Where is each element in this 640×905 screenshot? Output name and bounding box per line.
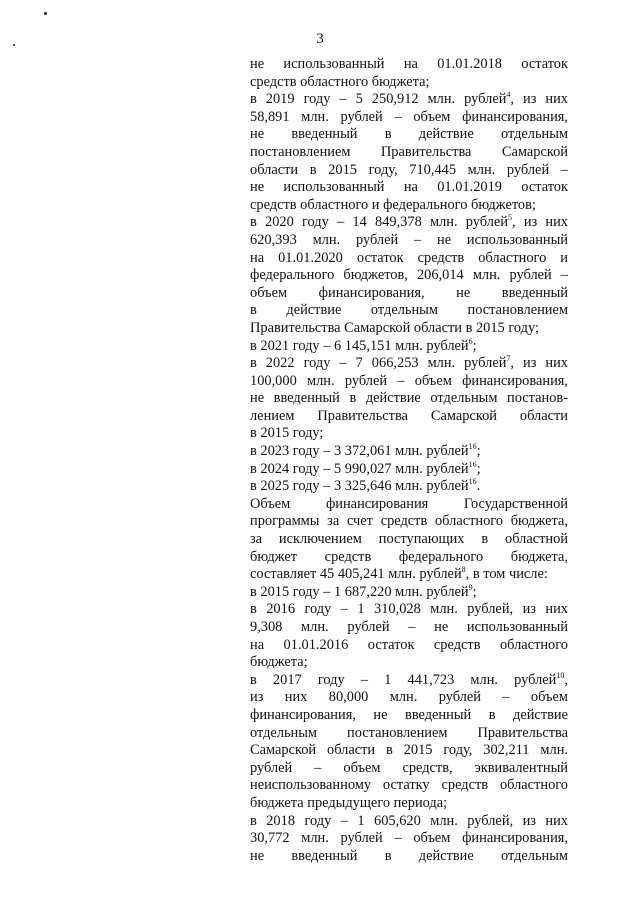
text-line-content: 58,891 млн. рублей – объем финансирования, [250, 108, 568, 125]
text-line-content: средств областного бюджета; [250, 73, 430, 90]
text-line-content: не введенный в действие отдельным постанов- [250, 390, 568, 407]
text-line-content: составляет 45 405,241 млн. рублей [250, 566, 462, 583]
text-line-continuation: , в том числе: [465, 566, 548, 583]
text-line-content: в 2023 году – 3 372,061 млн. рублей [250, 443, 469, 460]
text-line [250, 162, 568, 180]
text-line-content: лением Правительства Самарской области [250, 407, 568, 424]
text-line [250, 531, 568, 549]
text-line-content: в 2019 году – 5 250,912 млн. рублей [250, 91, 507, 108]
text-line-content: в 2017 году – 1 441,723 млн. рублей [250, 671, 557, 688]
text-line [250, 461, 568, 479]
text-line [250, 56, 568, 74]
text-line [250, 795, 568, 813]
page-number: 3 [316, 31, 324, 47]
text-line-content: бюджета предыдущего периода; [250, 794, 448, 811]
text-line-continuation: ; [472, 337, 477, 354]
text-line [250, 144, 568, 162]
text-line [250, 390, 568, 408]
text-line-content: рублей – объем средств, эквивалентный [250, 759, 568, 776]
text-line [250, 197, 568, 215]
text-line [250, 408, 568, 426]
text-line [250, 338, 568, 356]
text-line [250, 742, 568, 760]
text-line [250, 689, 568, 707]
text-line-content: объем финансирования, не введенный [250, 284, 568, 301]
text-line-continuation: . [476, 478, 481, 495]
text-line [250, 566, 568, 584]
text-line [250, 813, 568, 831]
text-line-content: программы за счет средств областного бюджета, [250, 513, 568, 530]
footnote-marker: 10 [556, 670, 565, 680]
text-line-content: неиспользованному остатку средств областного [250, 777, 568, 794]
text-line-content: средств областного и федерального бюджетов; [250, 196, 536, 213]
text-line [250, 320, 568, 338]
text-line [250, 425, 568, 443]
text-line-content: в 2025 году – 3 325,646 млн. рублей [250, 478, 469, 495]
text-line-content: в 2021 году – 6 145,151 млн. рублей [250, 337, 469, 354]
text-line-content: не использованный на 01.01.2018 остаток [250, 56, 568, 72]
text-line-content: федерального бюджетов, 206,014 млн. рублей – [250, 267, 568, 284]
text-line-content: в 2020 году – 14 849,378 млн. рублей [250, 214, 509, 231]
footnote-marker: 6 [468, 336, 473, 346]
text-line-content: бюджет средств федерального бюджета, [250, 548, 568, 565]
text-line [250, 601, 568, 619]
text-line-content: в 2015 году – 1 687,220 млн. рублей [250, 583, 469, 600]
text-line [250, 725, 568, 743]
text-line-content: области в 2015 году, 710,445 млн. рублей – [250, 161, 568, 178]
footnote-marker: 16 [468, 477, 477, 487]
text-line [250, 373, 568, 391]
text-line [250, 267, 568, 285]
text-line [250, 302, 568, 320]
text-line [250, 496, 568, 514]
text-line [250, 637, 568, 655]
text-line-content: отдельным постановлением Правительства [250, 724, 568, 741]
text-line-content: 620,393 млн. рублей – не использованный [250, 231, 568, 248]
footnote-marker: 4 [506, 90, 511, 100]
text-line-content: не введенный в действие отдельным [250, 126, 568, 143]
scan-speck-1 [44, 12, 47, 15]
footnote-marker: 9 [468, 582, 473, 592]
footnote-marker: 5 [508, 213, 513, 223]
text-line-continuation: ; [476, 460, 481, 477]
body-text [250, 56, 568, 865]
text-line-content: постановлением Правительства Самарской [250, 143, 568, 160]
footnote-marker: 16 [468, 442, 477, 452]
text-line [250, 777, 568, 795]
text-line [250, 109, 568, 127]
text-line-content: не использованный на 01.01.2019 остаток [250, 179, 568, 196]
text-line [250, 285, 568, 303]
text-line [250, 250, 568, 268]
text-line [250, 654, 568, 672]
text-line-content: 30,772 млн. рублей – объем финансирования, [250, 830, 568, 847]
text-line-content: бюджета; [250, 654, 308, 671]
text-line [250, 443, 568, 461]
text-line-content: Самарской области в 2015 году, 302,211 млн. [250, 742, 568, 759]
text-line-content: за исключением поступающих в областной [250, 531, 568, 548]
text-line-content: в 2015 году; [250, 425, 324, 442]
text-line [250, 672, 568, 690]
text-line-content: 100,000 млн. рублей – объем финансирования, [250, 372, 568, 389]
text-line-content: финансирования, не введенный в действие [250, 706, 568, 723]
text-line [250, 549, 568, 567]
text-line-content: Объем финансирования Государственной [250, 495, 568, 512]
text-line-continuation: ; [476, 443, 481, 460]
text-line-content: на 01.01.2020 остаток средств областного и [250, 249, 568, 266]
text-line-content: из них 80,000 млн. рублей – объем [250, 689, 568, 706]
text-line-continuation: , из них [512, 214, 568, 231]
footnote-marker: 16 [468, 459, 477, 469]
text-line [250, 513, 568, 531]
text-line-content: в 2022 году – 7 066,253 млн. рублей [250, 355, 507, 372]
text-line-content: на 01.01.2016 остаток средств областного [250, 636, 568, 653]
text-line [250, 760, 568, 778]
text-line [250, 126, 568, 144]
text-line [250, 355, 568, 373]
text-line [250, 848, 568, 866]
text-line [250, 91, 568, 109]
text-line [250, 619, 568, 637]
text-line-continuation: , из них [510, 91, 569, 108]
text-line-content: Правительства Самарской области в 2015 году; [250, 319, 539, 336]
text-line [250, 584, 568, 602]
text-line-content: в действие отдельным постановлением [250, 302, 568, 319]
text-line-continuation: ; [472, 583, 477, 600]
text-line-content: 9,308 млн. рублей – не использованный [250, 619, 568, 635]
text-line-content: в 2024 году – 5 990,027 млн. рублей [250, 460, 469, 477]
text-line-content: не введенный в действие отдельным [250, 847, 568, 864]
text-line [250, 232, 568, 250]
text-line [250, 707, 568, 725]
footnote-marker: 7 [506, 354, 511, 364]
text-line-continuation: , [564, 671, 568, 688]
text-line-content: в 2016 году – 1 310,028 млн. рублей, из них [250, 601, 568, 618]
text-line [250, 478, 568, 496]
text-line [250, 830, 568, 848]
footnote-marker: 8 [461, 565, 466, 575]
text-line-content: в 2018 году – 1 605,620 млн. рублей, из них [250, 812, 568, 829]
text-line [250, 74, 568, 92]
text-line [250, 214, 568, 232]
text-line [250, 179, 568, 197]
text-line-continuation: , из них [510, 355, 569, 372]
